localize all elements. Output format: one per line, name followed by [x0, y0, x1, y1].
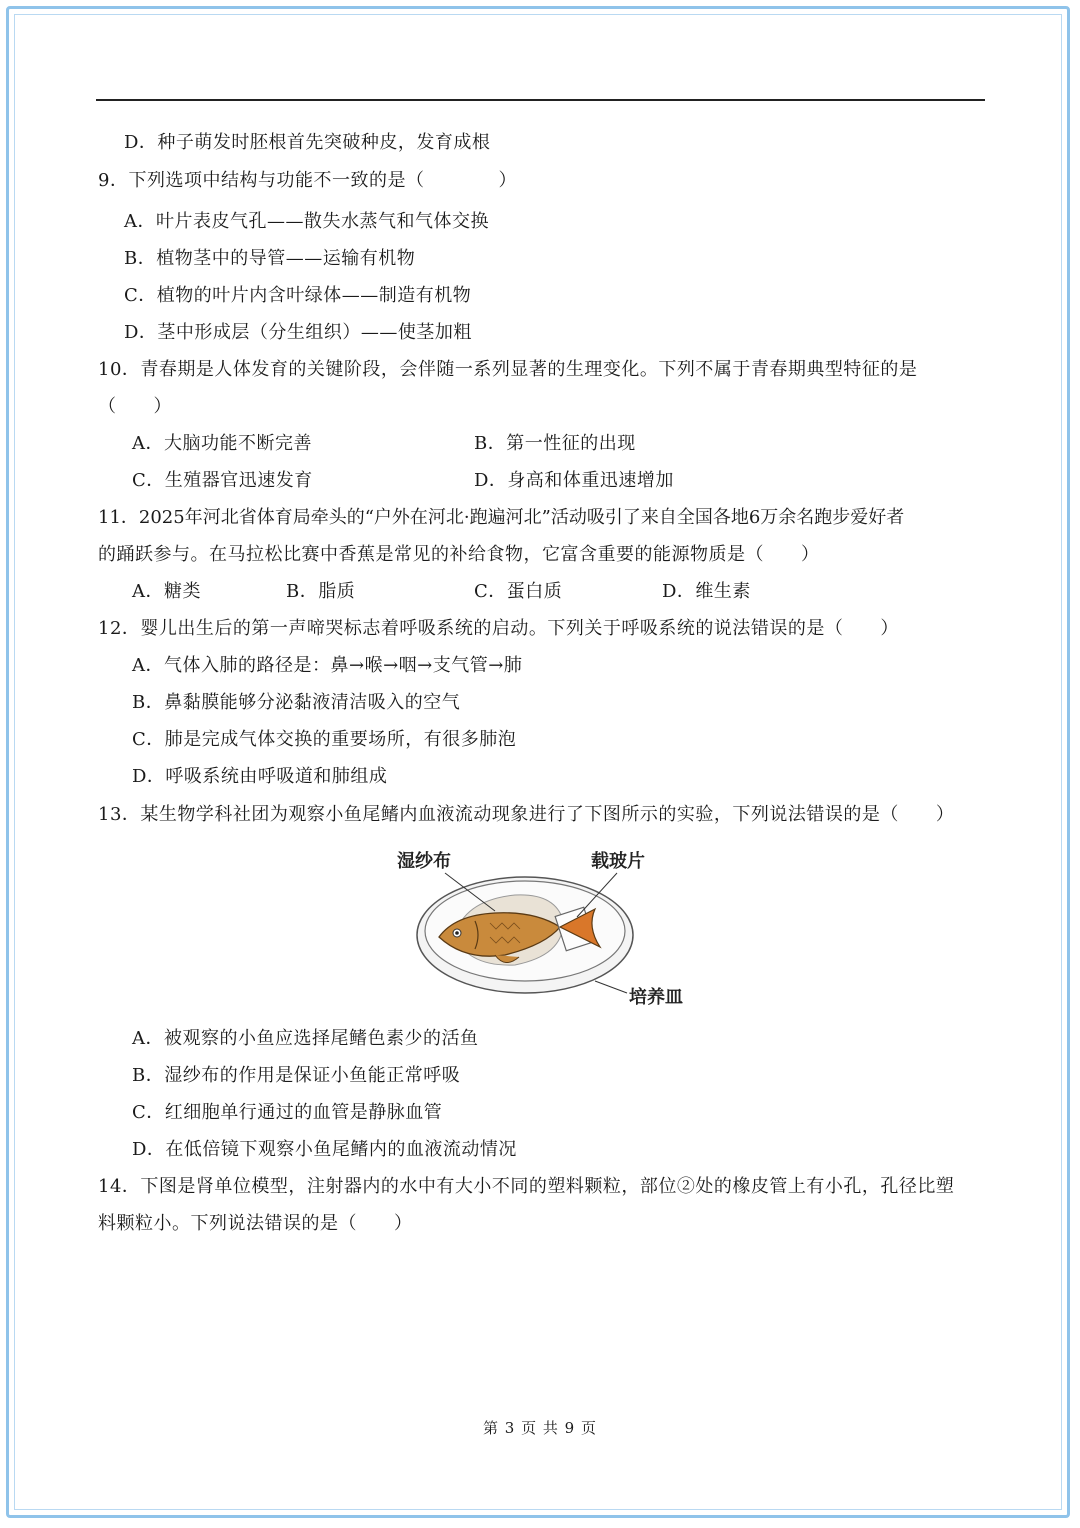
q10-option-c: C．生殖器官迅速发育 — [132, 470, 313, 491]
dish-pointer — [595, 981, 627, 993]
fish-pupil — [455, 931, 459, 935]
q9-option-a: A．叶片表皮气孔——散失水蒸气和气体交换 — [124, 211, 489, 232]
q12-option-c: C．肺是完成气体交换的重要场所，有很多肺泡 — [132, 729, 517, 750]
header-rule — [96, 99, 985, 101]
label-wet-gauze: 湿纱布 — [397, 851, 451, 872]
q11-option-d: D．维生素 — [662, 581, 751, 602]
page-border-inner — [14, 14, 1062, 1510]
q9-option-b: B．植物茎中的导管——运输有机物 — [124, 248, 416, 269]
label-glass-slide: 载玻片 — [591, 851, 645, 872]
q13-stem: 13．某生物学科社团为观察小鱼尾鳍内血液流动现象进行了下图所示的实验，下列说法错误的是（ ） — [98, 804, 955, 825]
q8-option-d: D．种子萌发时胚根首先突破种皮，发育成根 — [124, 132, 491, 153]
q10-option-d: D．身高和体重迅速增加 — [474, 470, 674, 491]
q12-option-d: D．呼吸系统由呼吸道和肺组成 — [132, 766, 388, 787]
q11-stem-line2: 的踊跃参与。在马拉松比赛中香蕉是常见的补给食物，它富含重要的能源物质是（ ） — [98, 544, 820, 565]
q11-option-c: C．蛋白质 — [474, 581, 563, 602]
q10-stem-line2: （ ） — [98, 396, 172, 417]
q13-option-b: B．湿纱布的作用是保证小鱼能正常呼吸 — [132, 1065, 461, 1086]
fish-experiment-figure — [395, 845, 705, 1010]
label-petri-dish: 培养皿 — [629, 987, 683, 1008]
q10-option-b: B．第一性征的出现 — [474, 433, 636, 454]
q13-option-c: C．红细胞单行通过的血管是静脉血管 — [132, 1102, 443, 1123]
q9-option-c: C．植物的叶片内含叶绿体——制造有机物 — [124, 285, 472, 306]
q11-option-b: B．脂质 — [286, 581, 356, 602]
q12-option-b: B．鼻黏膜能够分泌黏液清洁吸入的空气 — [132, 692, 461, 713]
page-footer: 第 3 页 共 9 页 — [483, 1419, 597, 1437]
q9-stem: 9．下列选项中结构与功能不一致的是（ ） — [98, 170, 517, 191]
q10-option-a: A．大脑功能不断完善 — [132, 433, 312, 454]
q12-stem: 12．婴儿出生后的第一声啼哭标志着呼吸系统的启动。下列关于呼吸系统的说法错误的是（ ） — [98, 618, 899, 639]
q13-option-a: A．被观察的小鱼应选择尾鳍色素少的活鱼 — [132, 1028, 479, 1049]
q11-option-a: A．糖类 — [132, 581, 201, 602]
q14-stem-line1: 14．下图是肾单位模型，注射器内的水中有大小不同的塑料颗粒，部位②处的橡皮管上有小孔，孔径比塑 — [98, 1176, 955, 1197]
q9-option-d: D．茎中形成层（分生组织）——使茎加粗 — [124, 322, 472, 343]
q11-stem-line1: 11．2025年河北省体育局牵头的“户外在河北·跑遍河北”活动吸引了来自全国各地6万余名跑步爱好者 — [98, 507, 905, 528]
q14-stem-line2: 料颗粒小。下列说法错误的是（ ） — [98, 1213, 413, 1234]
q13-option-d: D．在低倍镜下观察小鱼尾鳍内的血液流动情况 — [132, 1139, 517, 1160]
q12-option-a: A．气体入肺的路径是：鼻→喉→咽→支气管→肺 — [132, 655, 523, 676]
q10-stem-line1: 10．青春期是人体发育的关键阶段，会伴随一系列显著的生理变化。下列不属于青春期典型特征的是 — [98, 359, 918, 380]
